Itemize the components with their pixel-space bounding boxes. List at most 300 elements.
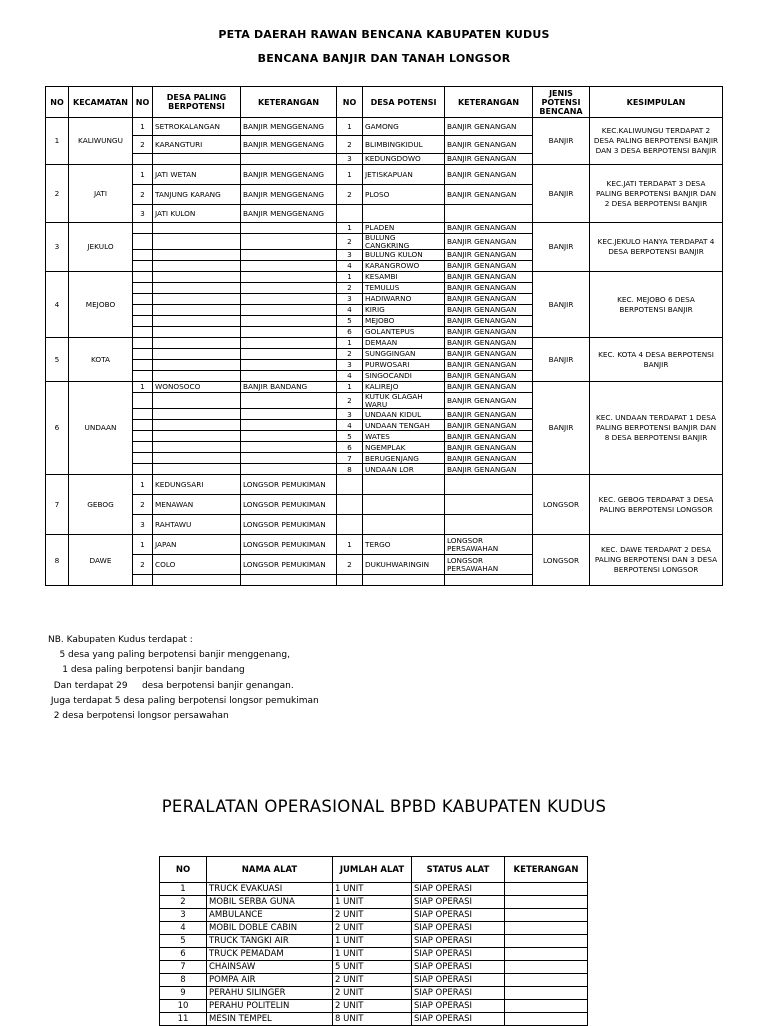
desa-potensi-keterangan: BANJIR GENANGAN bbox=[445, 250, 533, 261]
equip-name: TRUCK TANGKI AIR bbox=[207, 935, 333, 948]
desa-paling-name: WONOSOCO bbox=[153, 382, 241, 393]
desa-potensi-no: 1 bbox=[337, 223, 363, 234]
desa-paling-no: 1 bbox=[133, 475, 153, 495]
desa-potensi-name: TEMULUS bbox=[363, 283, 445, 294]
table-row bbox=[46, 223, 723, 234]
desa-potensi-keterangan: BANJIR GENANGAN bbox=[445, 283, 533, 294]
desa-potensi-no: 5 bbox=[337, 316, 363, 327]
kesimpulan: KEC. GEBOG TERDAPAT 3 DESA PALING BERPOTENSI LONGSOR bbox=[590, 475, 723, 535]
desa-paling-no bbox=[133, 338, 153, 349]
desa-paling-name bbox=[153, 349, 241, 360]
equip-status: SIAP OPERASI bbox=[412, 922, 505, 935]
table-row bbox=[46, 272, 723, 283]
equip-header-no: NO bbox=[160, 857, 207, 883]
desa-potensi-name: BERUGENJANG bbox=[363, 453, 445, 464]
desa-paling-keterangan: LONGSOR PEMUKIMAN bbox=[241, 555, 337, 575]
equip-keterangan bbox=[505, 935, 588, 948]
desa-paling-no: 1 bbox=[133, 535, 153, 555]
equip-status: SIAP OPERASI bbox=[412, 1000, 505, 1013]
desa-potensi-no: 1 bbox=[337, 382, 363, 393]
header-no: NO bbox=[46, 87, 69, 118]
desa-paling-name: COLO bbox=[153, 555, 241, 575]
desa-potensi-keterangan: BANJIR GENANGAN bbox=[445, 327, 533, 338]
kecamatan-name: JEKULO bbox=[69, 223, 133, 272]
equip-jumlah: 1 UNIT bbox=[333, 935, 412, 948]
kesimpulan: KEC.JEKULO HANYA TERDAPAT 4 DESA BERPOTENSI BANJIR bbox=[590, 223, 723, 272]
desa-paling-keterangan bbox=[241, 305, 337, 316]
desa-paling-no bbox=[133, 464, 153, 475]
header-jenis: JENIS POTENSI BENCANA bbox=[533, 87, 590, 118]
equip-jumlah: 8 UNIT bbox=[333, 1013, 412, 1026]
desa-paling-no bbox=[133, 261, 153, 272]
desa-paling-keterangan bbox=[241, 420, 337, 431]
desa-paling-name bbox=[153, 234, 241, 250]
equip-no: 7 bbox=[160, 961, 207, 974]
equip-keterangan bbox=[505, 987, 588, 1000]
desa-potensi-no: 3 bbox=[337, 154, 363, 165]
kesimpulan: KEC. DAWE TERDAPAT 2 DESA PALING BERPOTENSI DAN 3 DESA BERPOTENSI LONGSOR bbox=[590, 535, 723, 586]
desa-potensi-no: 3 bbox=[337, 409, 363, 420]
equip-keterangan bbox=[505, 909, 588, 922]
equip-no: 4 bbox=[160, 922, 207, 935]
jenis-potensi: LONGSOR bbox=[533, 535, 590, 586]
desa-paling-keterangan bbox=[241, 575, 337, 586]
disaster-map-table bbox=[45, 86, 723, 586]
desa-paling-no: 2 bbox=[133, 495, 153, 515]
desa-paling-keterangan bbox=[241, 349, 337, 360]
equip-jumlah: 2 UNIT bbox=[333, 1000, 412, 1013]
desa-potensi-name: KARANGROWO bbox=[363, 261, 445, 272]
table-row bbox=[160, 896, 588, 909]
desa-paling-no: 1 bbox=[133, 165, 153, 185]
desa-paling-keterangan: BANJIR MENGGENANG bbox=[241, 118, 337, 136]
page-title: PETA DAERAH RAWAN BENCANA KABUPATEN KUDUS bbox=[218, 28, 550, 41]
desa-potensi-name: WATES bbox=[363, 431, 445, 442]
desa-potensi-no bbox=[337, 475, 363, 495]
desa-paling-name bbox=[153, 393, 241, 409]
table-row bbox=[46, 535, 723, 555]
desa-potensi-no: 5 bbox=[337, 431, 363, 442]
table-row bbox=[46, 338, 723, 349]
desa-paling-no bbox=[133, 283, 153, 294]
kesimpulan: KEC.JATI TERDAPAT 3 DESA PALING BERPOTENSI BANJIR DAN 2 DESA BERPOTENSI BANJIR bbox=[590, 165, 723, 223]
equip-header-jumlah: JUMLAH ALAT bbox=[333, 857, 412, 883]
notes-block bbox=[48, 633, 319, 724]
desa-paling-keterangan bbox=[241, 327, 337, 338]
desa-paling-name bbox=[153, 575, 241, 586]
desa-paling-keterangan bbox=[241, 234, 337, 250]
desa-paling-keterangan bbox=[241, 272, 337, 283]
desa-potensi-name bbox=[363, 475, 445, 495]
desa-potensi-name: JETISKAPUAN bbox=[363, 165, 445, 185]
desa-potensi-no: 1 bbox=[337, 165, 363, 185]
note-line: 2 desa berpotensi longsor persawahan bbox=[48, 711, 229, 722]
desa-potensi-no: 8 bbox=[337, 464, 363, 475]
desa-potensi-keterangan bbox=[445, 475, 533, 495]
desa-potensi-keterangan: BANJIR GENANGAN bbox=[445, 338, 533, 349]
desa-potensi-name: HADIWARNO bbox=[363, 294, 445, 305]
note-line: 5 desa yang paling berpotensi banjir menggenang, bbox=[48, 650, 290, 661]
desa-paling-no: 2 bbox=[133, 136, 153, 154]
desa-paling-name bbox=[153, 409, 241, 420]
desa-paling-name bbox=[153, 442, 241, 453]
desa-potensi-keterangan: BANJIR GENANGAN bbox=[445, 136, 533, 154]
desa-paling-name bbox=[153, 223, 241, 234]
equip-keterangan bbox=[505, 896, 588, 909]
desa-potensi-name bbox=[363, 495, 445, 515]
table-row bbox=[46, 165, 723, 185]
equip-no: 3 bbox=[160, 909, 207, 922]
desa-potensi-keterangan: BANJIR GENANGAN bbox=[445, 393, 533, 409]
jenis-potensi: BANJIR bbox=[533, 338, 590, 382]
desa-potensi-no: 4 bbox=[337, 305, 363, 316]
jenis-potensi: BANJIR bbox=[533, 165, 590, 223]
note-line: Dan terdapat 29 desa berpotensi banjir genangan. bbox=[48, 680, 294, 691]
desa-paling-name bbox=[153, 305, 241, 316]
desa-potensi-keterangan bbox=[445, 495, 533, 515]
equip-name: MOBIL DOBLE CABIN bbox=[207, 922, 333, 935]
desa-paling-keterangan bbox=[241, 283, 337, 294]
desa-paling-name bbox=[153, 294, 241, 305]
desa-paling-no bbox=[133, 575, 153, 586]
equip-keterangan bbox=[505, 883, 588, 896]
table-row bbox=[160, 1000, 588, 1013]
desa-potensi-name: TERGO bbox=[363, 535, 445, 555]
header-no3: NO bbox=[337, 87, 363, 118]
jenis-potensi: BANJIR bbox=[533, 272, 590, 338]
equip-status: SIAP OPERASI bbox=[412, 909, 505, 922]
equip-no: 8 bbox=[160, 974, 207, 987]
equip-status: SIAP OPERASI bbox=[412, 883, 505, 896]
desa-potensi-keterangan: BANJIR GENANGAN bbox=[445, 316, 533, 327]
desa-potensi-keterangan bbox=[445, 575, 533, 586]
equipment-title: PERALATAN OPERASIONAL BPBD KABUPATEN KUDUS bbox=[161, 797, 607, 816]
desa-potensi-keterangan: BANJIR GENANGAN bbox=[445, 165, 533, 185]
header-no2: NO bbox=[133, 87, 153, 118]
equip-name: TRUCK EVAKUASI bbox=[207, 883, 333, 896]
table-row bbox=[160, 961, 588, 974]
desa-potensi-keterangan: BANJIR GENANGAN bbox=[445, 382, 533, 393]
desa-potensi-no: 6 bbox=[337, 327, 363, 338]
desa-potensi-name: BLIMBINGKIDUL bbox=[363, 136, 445, 154]
header-kesimpulan: KESIMPULAN bbox=[590, 87, 723, 118]
equip-name: PERAHU SILINGER bbox=[207, 987, 333, 1000]
desa-potensi-keterangan: BANJIR GENANGAN bbox=[445, 442, 533, 453]
equip-jumlah: 2 UNIT bbox=[333, 987, 412, 1000]
equip-name: MESIN TEMPEL bbox=[207, 1013, 333, 1026]
table-row bbox=[160, 909, 588, 922]
desa-paling-name bbox=[153, 154, 241, 165]
note-line: 1 desa paling berpotensi banjir bandang bbox=[48, 665, 245, 676]
equip-status: SIAP OPERASI bbox=[412, 935, 505, 948]
kecamatan-name: MEJOBO bbox=[69, 272, 133, 338]
table-row bbox=[160, 987, 588, 1000]
desa-potensi-no bbox=[337, 495, 363, 515]
desa-potensi-keterangan: BANJIR GENANGAN bbox=[445, 154, 533, 165]
desa-potensi-keterangan: BANJIR GENANGAN bbox=[445, 431, 533, 442]
map-table-header bbox=[46, 87, 723, 118]
kecamatan-no: 1 bbox=[46, 118, 69, 165]
desa-paling-keterangan bbox=[241, 223, 337, 234]
desa-paling-keterangan: BANJIR MENGGENANG bbox=[241, 136, 337, 154]
desa-paling-keterangan: BANJIR BANDANG bbox=[241, 382, 337, 393]
desa-potensi-name: SUNGGINGAN bbox=[363, 349, 445, 360]
desa-potensi-no: 3 bbox=[337, 250, 363, 261]
table-row bbox=[46, 382, 723, 393]
note-line: NB. Kabupaten Kudus terdapat : bbox=[48, 635, 193, 645]
desa-potensi-keterangan: BANJIR GENANGAN bbox=[445, 118, 533, 136]
desa-paling-name: JATI KULON bbox=[153, 205, 241, 223]
desa-paling-no bbox=[133, 294, 153, 305]
table-row bbox=[160, 948, 588, 961]
desa-paling-name bbox=[153, 338, 241, 349]
equipment-table bbox=[159, 856, 588, 1026]
desa-potensi-no: 1 bbox=[337, 535, 363, 555]
desa-potensi-no: 2 bbox=[337, 555, 363, 575]
desa-potensi-name: MEJOBO bbox=[363, 316, 445, 327]
equip-no: 11 bbox=[160, 1013, 207, 1026]
desa-paling-no bbox=[133, 250, 153, 261]
kecamatan-no: 7 bbox=[46, 475, 69, 535]
desa-potensi-keterangan: BANJIR GENANGAN bbox=[445, 360, 533, 371]
desa-potensi-no: 1 bbox=[337, 338, 363, 349]
jenis-potensi: BANJIR bbox=[533, 118, 590, 165]
desa-paling-keterangan bbox=[241, 393, 337, 409]
jenis-potensi: BANJIR bbox=[533, 223, 590, 272]
equip-keterangan bbox=[505, 948, 588, 961]
desa-paling-no bbox=[133, 393, 153, 409]
desa-paling-no bbox=[133, 234, 153, 250]
equipment-header bbox=[160, 857, 588, 883]
desa-paling-no bbox=[133, 305, 153, 316]
desa-potensi-no: 2 bbox=[337, 349, 363, 360]
desa-potensi-no: 2 bbox=[337, 283, 363, 294]
desa-potensi-name bbox=[363, 205, 445, 223]
equip-no: 5 bbox=[160, 935, 207, 948]
equipment-table-body bbox=[160, 883, 588, 1026]
desa-potensi-no: 2 bbox=[337, 185, 363, 205]
desa-potensi-keterangan: BANJIR GENANGAN bbox=[445, 371, 533, 382]
desa-paling-keterangan bbox=[241, 453, 337, 464]
kecamatan-no: 5 bbox=[46, 338, 69, 382]
desa-paling-no: 2 bbox=[133, 555, 153, 575]
kesimpulan: KEC.KALIWUNGU TERDAPAT 2 DESA PALING BERPOTENSI BANJIR DAN 3 DESA BERPOTENSI BANJIR bbox=[590, 118, 723, 165]
table-row bbox=[160, 883, 588, 896]
desa-potensi-name: PLADEN bbox=[363, 223, 445, 234]
desa-potensi-name: KIRIG bbox=[363, 305, 445, 316]
equip-jumlah: 2 UNIT bbox=[333, 909, 412, 922]
equip-jumlah: 1 UNIT bbox=[333, 948, 412, 961]
desa-potensi-no: 4 bbox=[337, 420, 363, 431]
equip-status: SIAP OPERASI bbox=[412, 896, 505, 909]
desa-paling-keterangan bbox=[241, 431, 337, 442]
desa-potensi-keterangan: BANJIR GENANGAN bbox=[445, 185, 533, 205]
desa-paling-keterangan bbox=[241, 338, 337, 349]
equip-header-keterangan: KETERANGAN bbox=[505, 857, 588, 883]
desa-paling-name bbox=[153, 453, 241, 464]
desa-paling-keterangan bbox=[241, 154, 337, 165]
desa-paling-name bbox=[153, 371, 241, 382]
desa-paling-keterangan bbox=[241, 250, 337, 261]
desa-potensi-name: DEMAAN bbox=[363, 338, 445, 349]
desa-potensi-no: 6 bbox=[337, 442, 363, 453]
desa-potensi-no: 4 bbox=[337, 261, 363, 272]
desa-potensi-no: 4 bbox=[337, 371, 363, 382]
desa-paling-no bbox=[133, 453, 153, 464]
desa-potensi-keterangan: BANJIR GENANGAN bbox=[445, 305, 533, 316]
desa-paling-no: 1 bbox=[133, 118, 153, 136]
kecamatan-no: 3 bbox=[46, 223, 69, 272]
desa-paling-keterangan bbox=[241, 261, 337, 272]
desa-potensi-name: DUKUHWARINGIN bbox=[363, 555, 445, 575]
table-row bbox=[46, 475, 723, 495]
desa-potensi-keterangan: LONGSOR PERSAWAHAN bbox=[445, 555, 533, 575]
desa-potensi-keterangan: LONGSOR PERSAWAHAN bbox=[445, 535, 533, 555]
desa-potensi-name: KEDUNGDOWO bbox=[363, 154, 445, 165]
desa-paling-name bbox=[153, 464, 241, 475]
desa-paling-name: MENAWAN bbox=[153, 495, 241, 515]
header-keterangan2: KETERANGAN bbox=[445, 87, 533, 118]
note-line: Juga terdapat 5 desa paling berpotensi longsor pemukiman bbox=[48, 695, 319, 706]
desa-paling-keterangan bbox=[241, 371, 337, 382]
map-table-body bbox=[46, 118, 723, 586]
desa-potensi-no: 1 bbox=[337, 272, 363, 283]
kesimpulan: KEC. KOTA 4 DESA BERPOTENSI BANJIR bbox=[590, 338, 723, 382]
desa-potensi-no: 2 bbox=[337, 393, 363, 409]
equip-name: MOBIL SERBA GUNA bbox=[207, 896, 333, 909]
equip-no: 9 bbox=[160, 987, 207, 1000]
equip-status: SIAP OPERASI bbox=[412, 948, 505, 961]
desa-paling-keterangan bbox=[241, 360, 337, 371]
desa-paling-keterangan bbox=[241, 464, 337, 475]
desa-paling-no bbox=[133, 223, 153, 234]
table-row bbox=[160, 922, 588, 935]
desa-potensi-keterangan: BANJIR GENANGAN bbox=[445, 234, 533, 250]
jenis-potensi: LONGSOR bbox=[533, 475, 590, 535]
desa-paling-name: JATI WETAN bbox=[153, 165, 241, 185]
desa-paling-no bbox=[133, 431, 153, 442]
desa-potensi-keterangan: BANJIR GENANGAN bbox=[445, 453, 533, 464]
equip-jumlah: 5 UNIT bbox=[333, 961, 412, 974]
equip-status: SIAP OPERASI bbox=[412, 987, 505, 1000]
equip-no: 1 bbox=[160, 883, 207, 896]
kecamatan-no: 2 bbox=[46, 165, 69, 223]
equip-status: SIAP OPERASI bbox=[412, 1013, 505, 1026]
desa-paling-no bbox=[133, 272, 153, 283]
desa-potensi-no: 1 bbox=[337, 118, 363, 136]
desa-potensi-keterangan: BANJIR GENANGAN bbox=[445, 409, 533, 420]
kecamatan-no: 8 bbox=[46, 535, 69, 586]
desa-paling-name: TANJUNG KARANG bbox=[153, 185, 241, 205]
kesimpulan: KEC. UNDAAN TERDAPAT 1 DESA PALING BERPOTENSI BANJIR DAN 8 DESA BERPOTENSI BANJIR bbox=[590, 382, 723, 475]
equip-keterangan bbox=[505, 961, 588, 974]
equip-keterangan bbox=[505, 974, 588, 987]
header-desa-potensi: DESA POTENSI bbox=[363, 87, 445, 118]
header-desa-paling: DESA PALING BERPOTENSI bbox=[153, 87, 241, 118]
desa-paling-keterangan bbox=[241, 409, 337, 420]
equip-name: CHAINSAW bbox=[207, 961, 333, 974]
desa-potensi-keterangan: BANJIR GENANGAN bbox=[445, 294, 533, 305]
desa-potensi-keterangan bbox=[445, 515, 533, 535]
equip-no: 2 bbox=[160, 896, 207, 909]
desa-paling-no: 3 bbox=[133, 205, 153, 223]
desa-paling-no: 3 bbox=[133, 515, 153, 535]
desa-paling-no bbox=[133, 442, 153, 453]
desa-paling-keterangan: BANJIR MENGGENANG bbox=[241, 165, 337, 185]
desa-potensi-name: GAMONG bbox=[363, 118, 445, 136]
desa-potensi-no bbox=[337, 575, 363, 586]
table-row bbox=[160, 935, 588, 948]
desa-potensi-name: KUTUK GLAGAH WARU bbox=[363, 393, 445, 409]
desa-potensi-keterangan: BANJIR GENANGAN bbox=[445, 420, 533, 431]
kecamatan-name: KOTA bbox=[69, 338, 133, 382]
equip-jumlah: 2 UNIT bbox=[333, 922, 412, 935]
desa-paling-name: KEDUNGSARI bbox=[153, 475, 241, 495]
desa-paling-no bbox=[133, 154, 153, 165]
desa-potensi-name bbox=[363, 515, 445, 535]
desa-potensi-no bbox=[337, 515, 363, 535]
desa-paling-keterangan bbox=[241, 294, 337, 305]
desa-potensi-keterangan: BANJIR GENANGAN bbox=[445, 261, 533, 272]
page-subtitle: BENCANA BANJIR DAN TANAH LONGSOR bbox=[257, 52, 511, 65]
desa-potensi-name: UNDAAN LOR bbox=[363, 464, 445, 475]
equip-jumlah: 1 UNIT bbox=[333, 896, 412, 909]
equip-name: POMPA AIR bbox=[207, 974, 333, 987]
desa-paling-name: RAHTAWU bbox=[153, 515, 241, 535]
desa-paling-keterangan: BANJIR MENGGENANG bbox=[241, 185, 337, 205]
desa-paling-keterangan: LONGSOR PEMUKIMAN bbox=[241, 535, 337, 555]
desa-paling-no: 1 bbox=[133, 382, 153, 393]
kecamatan-no: 4 bbox=[46, 272, 69, 338]
desa-potensi-name: NGEMPLAK bbox=[363, 442, 445, 453]
kecamatan-no: 6 bbox=[46, 382, 69, 475]
equip-keterangan bbox=[505, 922, 588, 935]
desa-paling-keterangan: LONGSOR PEMUKIMAN bbox=[241, 475, 337, 495]
desa-potensi-no: 2 bbox=[337, 234, 363, 250]
equip-jumlah: 1 UNIT bbox=[333, 883, 412, 896]
desa-paling-no bbox=[133, 371, 153, 382]
header-keterangan1: KETERANGAN bbox=[241, 87, 337, 118]
desa-paling-name bbox=[153, 360, 241, 371]
desa-paling-name: JAPAN bbox=[153, 535, 241, 555]
equip-no: 10 bbox=[160, 1000, 207, 1013]
equip-name: TRUCK PEMADAM bbox=[207, 948, 333, 961]
desa-paling-name bbox=[153, 261, 241, 272]
desa-paling-keterangan bbox=[241, 316, 337, 327]
desa-paling-keterangan: BANJIR MENGGENANG bbox=[241, 205, 337, 223]
table-row bbox=[160, 974, 588, 987]
equip-name: PERAHU POLITELIN bbox=[207, 1000, 333, 1013]
desa-potensi-name bbox=[363, 575, 445, 586]
desa-paling-no bbox=[133, 349, 153, 360]
kecamatan-name: DAWE bbox=[69, 535, 133, 586]
desa-potensi-name: KALIREJO bbox=[363, 382, 445, 393]
equip-no: 6 bbox=[160, 948, 207, 961]
desa-paling-name: SETROKALANGAN bbox=[153, 118, 241, 136]
desa-potensi-keterangan: BANJIR GENANGAN bbox=[445, 349, 533, 360]
desa-potensi-no: 2 bbox=[337, 136, 363, 154]
desa-paling-no bbox=[133, 409, 153, 420]
kecamatan-name: GEBOG bbox=[69, 475, 133, 535]
desa-potensi-keterangan: BANJIR GENANGAN bbox=[445, 272, 533, 283]
desa-potensi-name: KESAMBI bbox=[363, 272, 445, 283]
desa-paling-name bbox=[153, 272, 241, 283]
desa-potensi-no bbox=[337, 205, 363, 223]
desa-potensi-no: 7 bbox=[337, 453, 363, 464]
desa-potensi-no: 3 bbox=[337, 360, 363, 371]
desa-paling-keterangan: LONGSOR PEMUKIMAN bbox=[241, 515, 337, 535]
desa-potensi-name: PURWOSARI bbox=[363, 360, 445, 371]
